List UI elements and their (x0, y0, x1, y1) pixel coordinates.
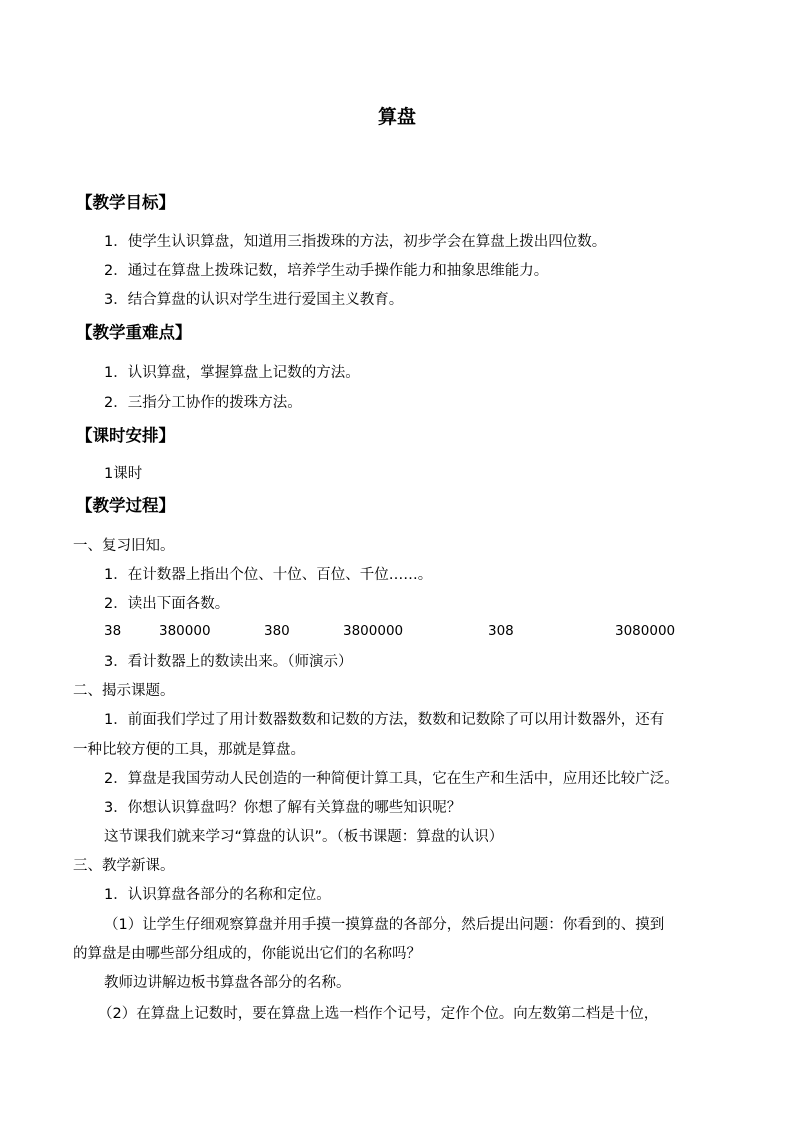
section-heading-reveal: 二、揭示课题。 (73, 683, 175, 699)
new-lesson-subitem: （1）让学生仔细观察算盘并用手摸一摸算盘的各部分，然后提出问题：你看到的、摸到 (104, 917, 665, 933)
heading-teaching-process: 【教学过程】 (76, 496, 175, 515)
heading-schedule: 【课时安排】 (76, 426, 175, 445)
document-title: 算盘 (377, 106, 416, 128)
heading-key-points: 【教学重难点】 (76, 323, 192, 342)
number-item: 3080000 (615, 623, 676, 639)
new-lesson-subitem: （2）在算盘上记数时，要在算盘上选一档作个记号，定作个位。向左数第二档是十位， (98, 1006, 659, 1022)
number-item: 3800000 (343, 623, 404, 639)
reveal-item: 3．你想认识算盘吗？你想了解有关算盘的哪些知识呢？ (104, 800, 462, 816)
goal-item: 1．使学生认识算盘，知道用三指拨珠的方法，初步学会在算盘上拨出四位数。 (104, 234, 607, 250)
goal-item: 2．通过在算盘上拨珠记数，培养学生动手操作能力和抽象思维能力。 (104, 263, 549, 279)
goal-item: 3．结合算盘的认识对学生进行爱国主义教育。 (104, 292, 404, 308)
reveal-item: 1．前面我们学过了用计数器数数和记数的方法，数数和记数除了可以用计数器外，还有 (104, 712, 665, 728)
heading-teaching-goals: 【教学目标】 (76, 193, 175, 212)
key-point-item: 2．三指分工协作的拨珠方法。 (104, 395, 302, 411)
reveal-item: 这节课我们就来学习“算盘的认识”。（板书课题：算盘的认识） (104, 829, 504, 845)
number-item: 308 (488, 623, 514, 639)
schedule-text: 1课时 (104, 466, 143, 482)
reveal-item-continued: 一种比较方便的工具，那就是算盘。 (73, 742, 305, 758)
number-item: 380 (264, 623, 290, 639)
number-item: 380000 (159, 623, 211, 639)
new-lesson-item: 1．认识算盘各部分的名称和定位。 (104, 887, 331, 903)
number-item: 38 (104, 623, 122, 639)
reveal-item: 2．算盘是我国劳动人民创造的一种简便计算工具，它在生产和生活中，应用还比较广泛。 (104, 771, 679, 787)
review-item: 1．在计数器上指出个位、十位、百位、千位……。 (104, 567, 433, 583)
review-item: 3．看计数器上的数读出来。（师演示） (104, 654, 353, 670)
review-item: 2．读出下面各数。 (104, 596, 230, 612)
key-point-item: 1．认识算盘，掌握算盘上记数的方法。 (104, 365, 360, 381)
new-lesson-subitem-continued: 的算盘是由哪些部分组成的，你能说出它们的名称吗？ (73, 946, 421, 962)
section-heading-review: 一、复习旧知。 (73, 538, 175, 554)
new-lesson-note: 教师边讲解边板书算盘各部分的名称。 (104, 975, 351, 991)
section-heading-new-lesson: 三、教学新课。 (73, 858, 175, 874)
